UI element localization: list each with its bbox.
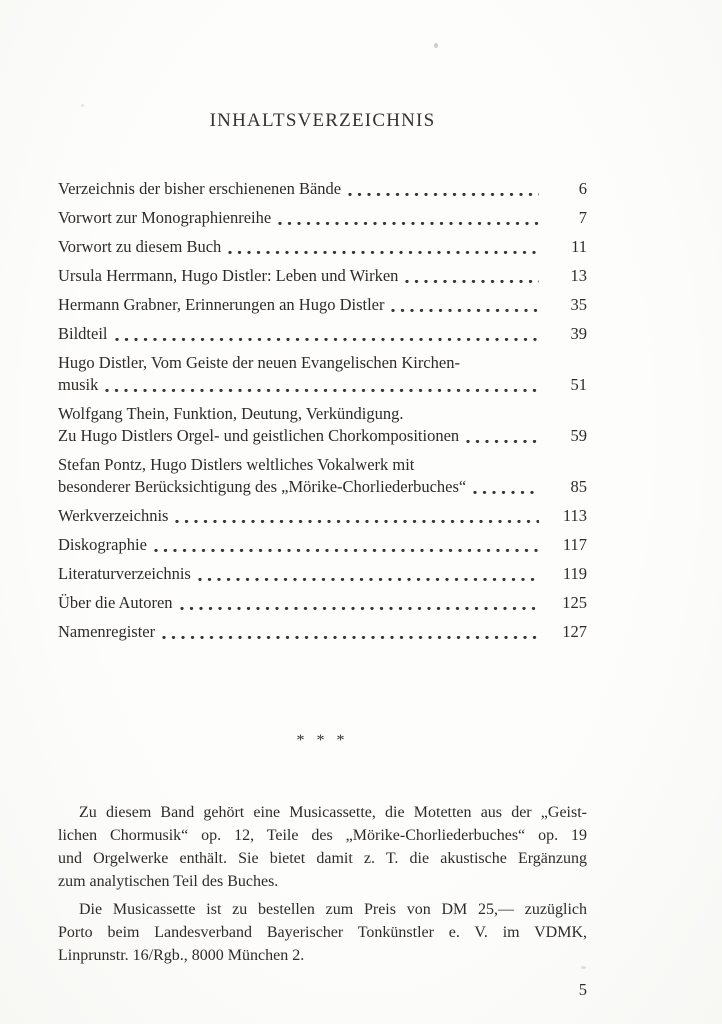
note-paragraph (58, 898, 587, 967)
toc-entry-line (58, 323, 587, 345)
toc-entry-title: besonderer Berücksichtigung des „Mörike-Chorliederbuches“ (58, 477, 467, 496)
toc-entry-title: Bildteil (58, 324, 108, 343)
toc-entry (58, 207, 587, 229)
toc-entry-title: musik (58, 375, 99, 394)
note-paragraph (58, 801, 587, 893)
toc-entry-pagenum: 85 (570, 477, 587, 496)
scan-artifact-dot (434, 43, 438, 48)
dot-leader (466, 440, 539, 443)
toc-entry-title: Werkverzeichnis (58, 506, 169, 525)
paragraph-line: Zu diesem Band gehört eine Musicassette, die Motetten aus der „Geist- (79, 804, 587, 821)
dot-leader (228, 251, 539, 254)
toc-entry-pagenum: 119 (562, 564, 587, 583)
toc-entry (58, 265, 587, 287)
toc-entry-line (58, 425, 587, 447)
toc-entry-title: Diskographie (58, 535, 147, 554)
toc-entry-line (58, 592, 587, 614)
paragraph-line: Linprunstr. 16/Rgb., 8000 München 2. (58, 947, 305, 964)
toc-entry-pagenum: 35 (570, 295, 587, 314)
toc-entry-line (58, 534, 587, 556)
dot-leader (175, 520, 539, 523)
dot-leader (154, 549, 539, 552)
toc-entry-pagenum: 59 (570, 426, 587, 445)
toc-entry-title: Wolfgang Thein, Funktion, Deutung, Verkündigung. (58, 404, 404, 423)
toc-entry (58, 592, 587, 614)
toc-entry-pagenum: 51 (570, 375, 587, 394)
toc-entry-pagenum: 117 (562, 535, 587, 554)
toc-entry-pagenum: 127 (562, 622, 587, 641)
toc-entry-pagenum: 39 (570, 324, 587, 343)
dot-leader (473, 491, 539, 494)
toc-entry-title: Hermann Grabner, Erinnerungen an Hugo Distler (58, 295, 385, 314)
toc-entry (58, 563, 587, 585)
toc-entry-title: Namenregister (58, 622, 156, 641)
toc-entry (58, 454, 587, 498)
paragraph-line: und Orgelwerke enthält. Sie bietet damit z. T. die akustische Ergänzung (58, 850, 587, 867)
toc-entry-pagenum: 13 (570, 266, 587, 285)
toc-entry-title: Vorwort zur Monographienreihe (58, 208, 272, 227)
toc-entry (58, 505, 587, 527)
toc-entry-line (58, 352, 587, 374)
toc-entry-line (58, 476, 587, 498)
toc-entry-pagenum: 125 (562, 593, 587, 612)
toc-entry-pagenum: 11 (571, 237, 587, 256)
dot-leader (180, 607, 539, 610)
paragraph-line: Porto beim Landesverband Bayerischer Tonkünstler e. V. im VDMK, (58, 924, 587, 941)
note-paragraphs (58, 801, 587, 967)
toc-entry-line (58, 178, 587, 200)
toc-entry-title: Über die Autoren (58, 593, 173, 612)
dot-leader (348, 193, 539, 196)
toc-entry (58, 534, 587, 556)
toc-entry-title: Ursula Herrmann, Hugo Distler: Leben und Wirken (58, 266, 399, 285)
toc-list (58, 178, 587, 643)
toc-entry (58, 403, 587, 447)
toc-entry-line (58, 294, 587, 316)
toc-entry-pagenum: 6 (578, 179, 587, 198)
toc-entry-pagenum: 7 (578, 208, 587, 227)
dot-leader (278, 222, 539, 225)
toc-entry (58, 621, 587, 643)
paragraph-line: Die Musicassette ist zu bestellen zum Preis von DM 25,— zuzüglich (79, 901, 587, 918)
section-separator: * * * (296, 732, 349, 749)
toc-entry-line (58, 505, 587, 527)
toc-entry (58, 323, 587, 345)
toc-entry (58, 294, 587, 316)
toc-entry-line (58, 374, 587, 396)
toc-entry-title: Verzeichnis der bisher erschienenen Bände (58, 179, 342, 198)
toc-entry-line (58, 265, 587, 287)
toc-entry (58, 178, 587, 200)
toc-entry-line (58, 207, 587, 229)
page-title: INHALTSVERZEICHNIS (209, 110, 436, 131)
toc-entry-title: Vorwort zu diesem Buch (58, 237, 222, 256)
toc-entry-pagenum: 113 (562, 506, 587, 525)
toc-entry-title: Literaturverzeichnis (58, 564, 191, 583)
dot-leader (115, 338, 540, 341)
dot-leader (405, 280, 539, 283)
toc-entry-title: Stefan Pontz, Hugo Distlers weltliches Vokalwerk mit (58, 455, 415, 474)
paragraph-line: zum analytischen Teil des Buches. (58, 873, 279, 890)
toc-entry-line (58, 454, 587, 476)
scan-artifact-dot (581, 966, 586, 969)
toc-entry-line (58, 403, 587, 425)
dot-leader (105, 389, 539, 392)
toc-entry-line (58, 236, 587, 258)
toc-entry (58, 352, 587, 396)
toc-entry-line (58, 563, 587, 585)
toc-entry-title: Hugo Distler, Vom Geiste der neuen Evangelischen Kirchen- (58, 353, 460, 372)
dot-leader (198, 578, 539, 581)
dot-leader (162, 636, 539, 639)
scan-artifact-dot (81, 104, 84, 107)
page-number: 5 (578, 980, 587, 999)
dot-leader (391, 309, 539, 312)
toc-entry-title: Zu Hugo Distlers Orgel- und geistlichen Chorkompositionen (58, 426, 460, 445)
toc-entry-line (58, 621, 587, 643)
paragraph-line: lichen Chormusik“ op. 12, Teile des „Mörike-Chorliederbuches“ op. 19 (58, 827, 587, 844)
toc-entry (58, 236, 587, 258)
